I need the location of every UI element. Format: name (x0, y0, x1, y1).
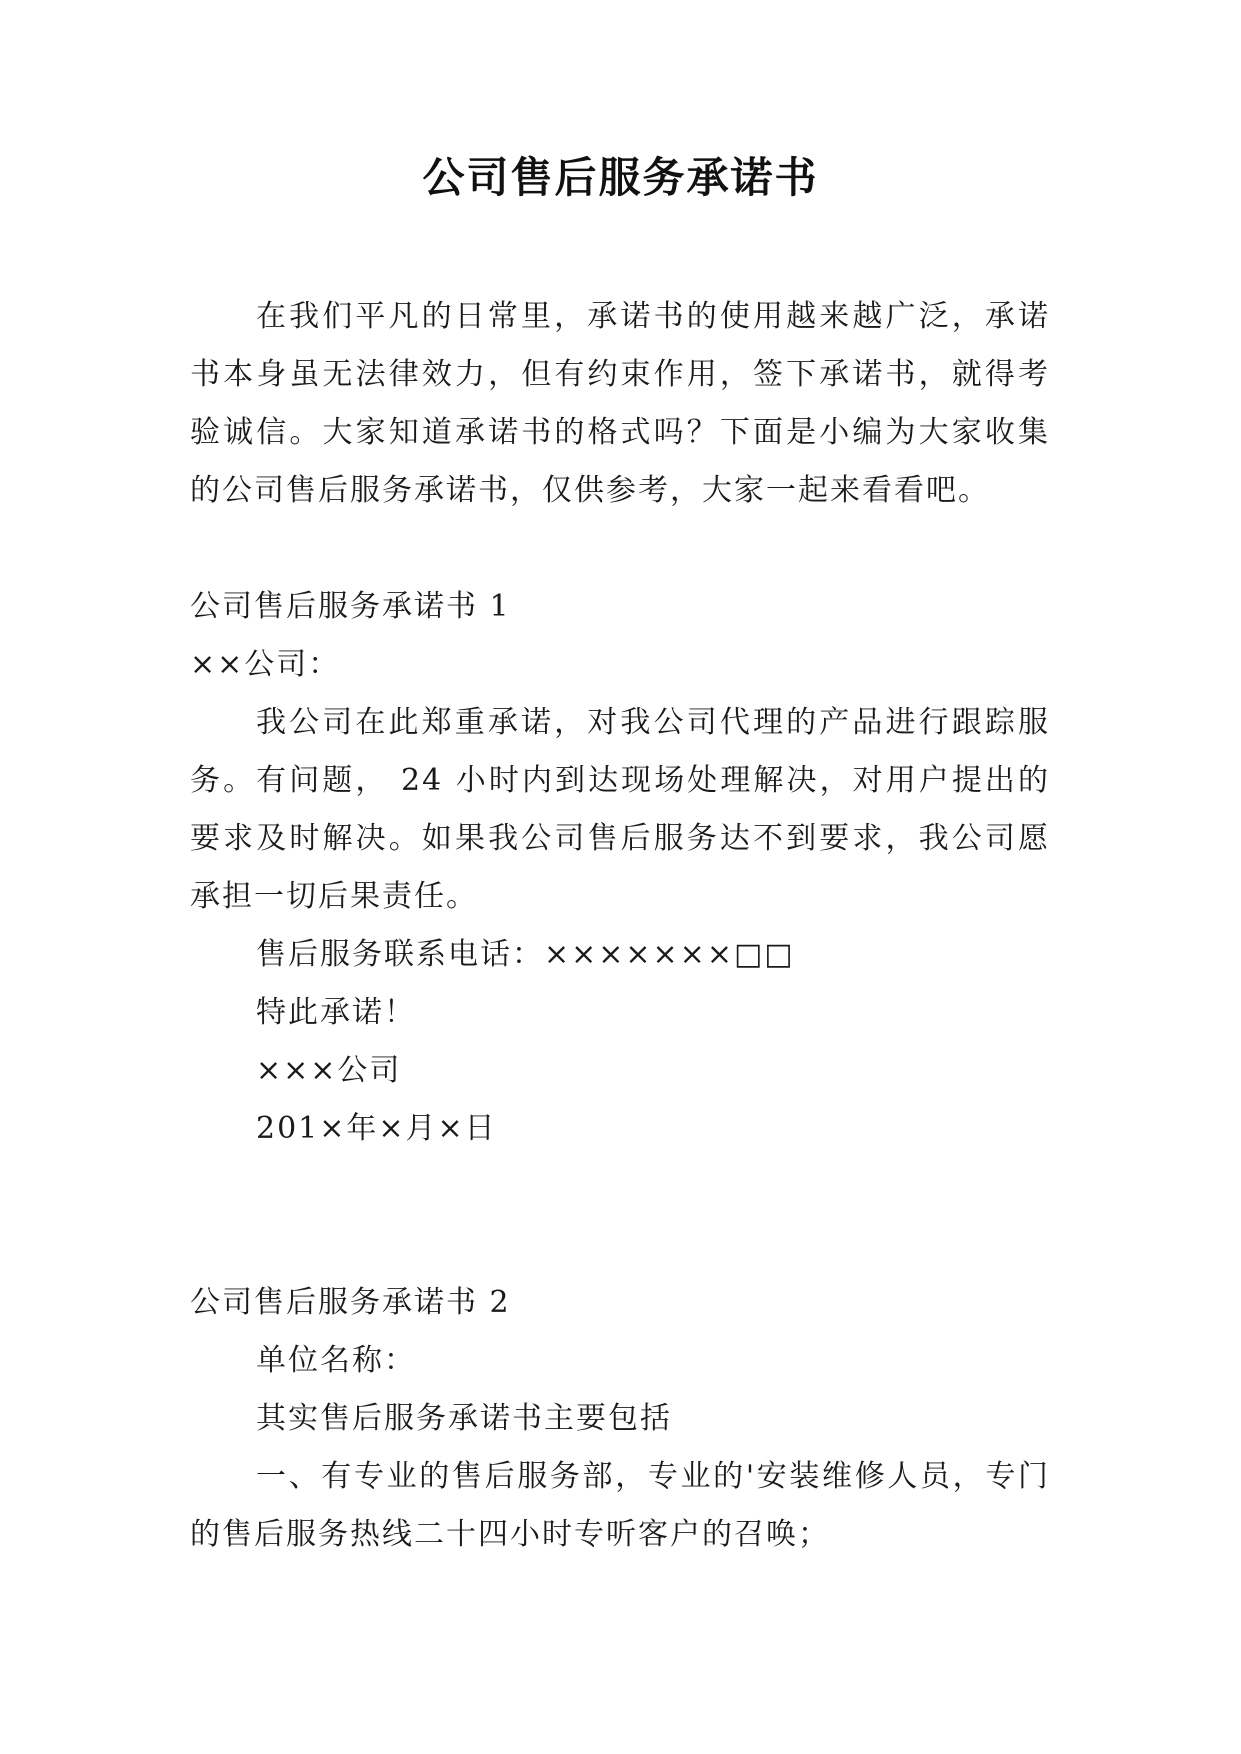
section1-body: 我公司在此郑重承诺，对我公司代理的产品进行跟踪服务。有问题， 24 小时内到达现场处理解决，对用户提出的要求及时解决。如果我公司售后服务达不到要求，我公司愿承担一切后果责任。 (190, 705, 1050, 914)
section2-unit: 单位名称： (256, 1343, 416, 1378)
document-body (190, 288, 1050, 1564)
spacer (190, 520, 1050, 578)
section2-heading: 公司售后服务承诺书 2 (190, 1285, 511, 1320)
section1-phone: 售后服务联系电话：×××××××□□ (256, 937, 795, 972)
intro-paragraph: 在我们平凡的日常里，承诺书的使用越来越广泛，承诺书本身虽无法律效力，但有约束作用，签下承诺书，就得考验诚信。大家知道承诺书的格式吗？下面是小编为大家收集的公司售后服务承诺书，仅供参考，大家一起来看看吧。 (190, 299, 1050, 508)
spacer (190, 1158, 1050, 1274)
section1-company: ×××公司 (256, 1053, 402, 1088)
section1-date: 201×年×月×日 (256, 1111, 497, 1146)
section1-closing: 特此承诺！ (256, 995, 416, 1030)
document-title: 公司售后服务承诺书 (422, 153, 819, 202)
section1-heading: 公司售后服务承诺书 1 (190, 589, 511, 624)
section1-salutation: ××公司： (190, 647, 341, 682)
section2-lead: 其实售后服务承诺书主要包括 (256, 1401, 672, 1436)
section2-item1: 一、有专业的售后服务部，专业的'安装维修人员，专门的售后服务热线二十四小时专听客户的召唤； (190, 1459, 1050, 1552)
